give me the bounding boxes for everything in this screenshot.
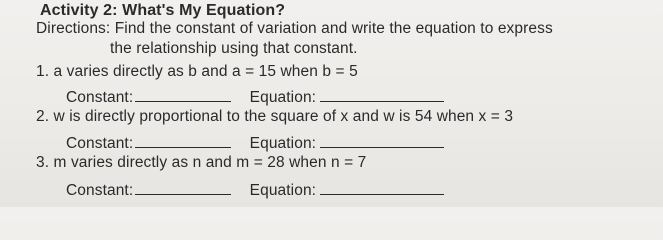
constant-label-1: Constant:	[66, 89, 134, 106]
equation-label-1: Equation:	[249, 89, 317, 106]
answer-row-1	[66, 87, 444, 107]
constant-label-2: Constant:	[66, 135, 134, 152]
answer-row-2	[66, 133, 444, 153]
equation-label-2: Equation:	[249, 135, 317, 152]
equation-blank-1[interactable]	[320, 87, 444, 102]
equation-blank-3[interactable]	[320, 180, 444, 195]
problem-3: 3. m varies directly as n and m = 28 when n = 7	[36, 154, 367, 171]
directions-line-2: the relationship using that constant.	[110, 40, 358, 57]
constant-blank-3[interactable]	[135, 180, 231, 195]
directions-line-1: Directions: Find the constant of variation and write the equation to express	[36, 20, 553, 37]
constant-label-3: Constant:	[66, 182, 134, 199]
problem-1: 1. a varies directly as b and a = 15 when b = 5	[36, 63, 358, 80]
activity-title: Activity 2: What's My Equation?	[40, 2, 286, 19]
equation-blank-2[interactable]	[320, 133, 444, 148]
answer-row-3	[66, 180, 444, 200]
equation-label-3: Equation:	[249, 182, 317, 199]
constant-blank-1[interactable]	[135, 87, 231, 102]
constant-blank-2[interactable]	[135, 133, 231, 148]
problem-2: 2. w is directly proportional to the square of x and w is 54 when x = 3	[36, 108, 514, 125]
